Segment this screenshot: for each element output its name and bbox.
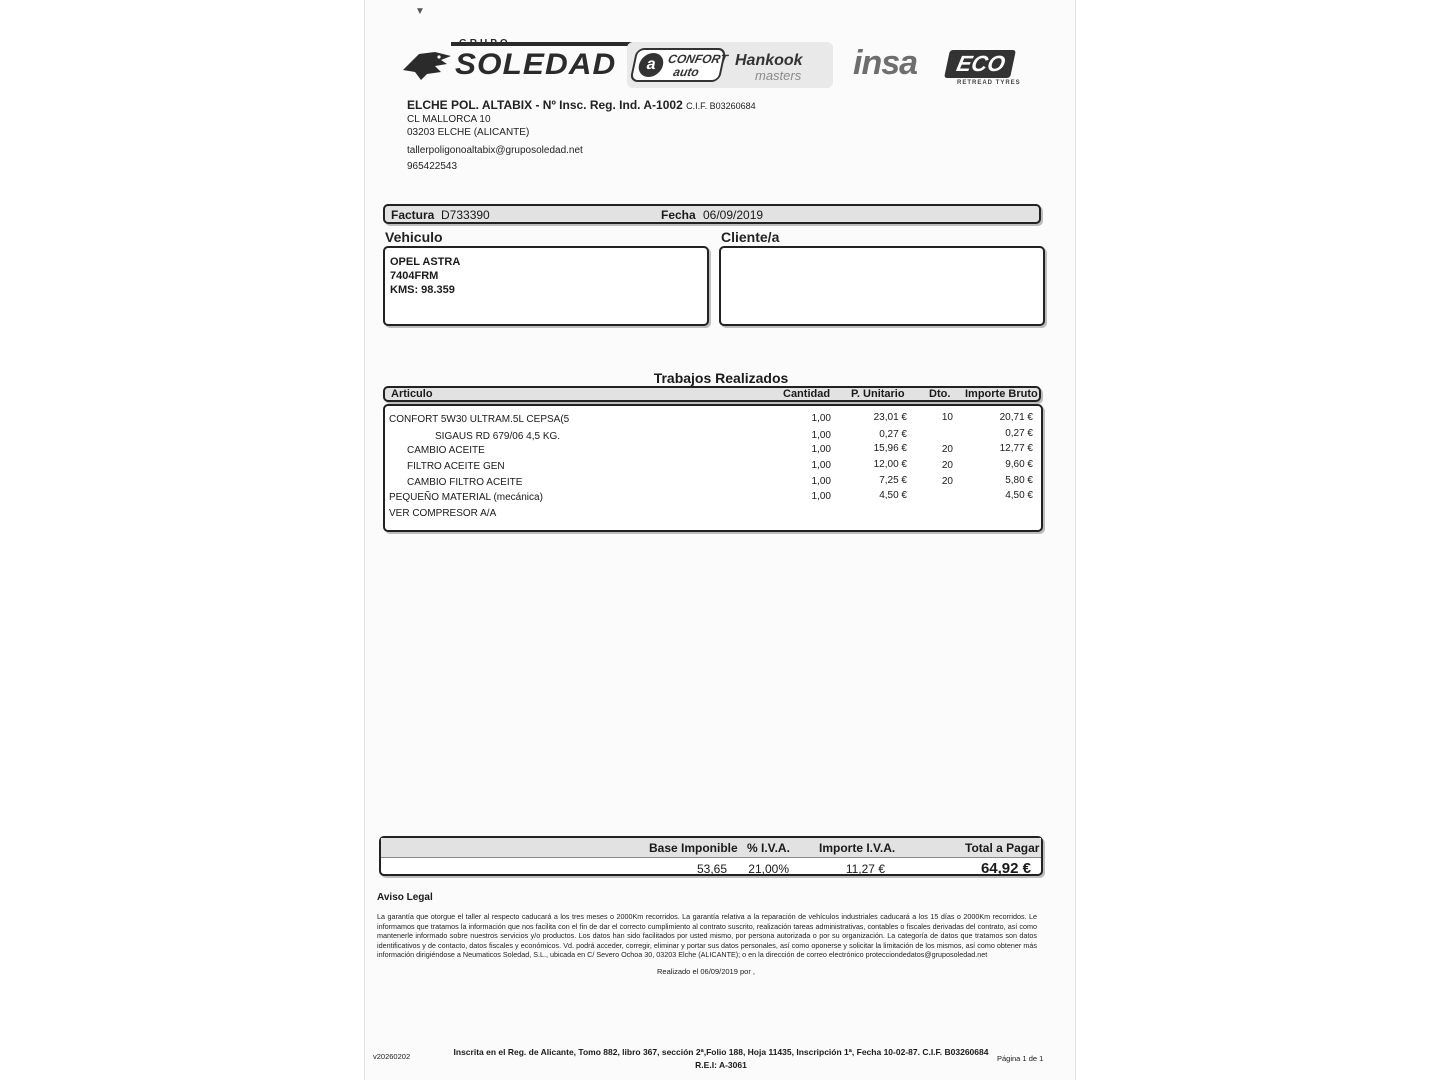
col-cantidad: Cantidad — [783, 388, 831, 400]
logo-group-label: GRUPO — [459, 38, 511, 49]
company-cif: C.I.F. B03260684 — [686, 101, 756, 111]
factura-label: Factura — [391, 208, 435, 222]
item-total: 12,77 € — [999, 443, 1033, 454]
item-total: 5,80 € — [1005, 475, 1033, 486]
item-desc: CAMBIO FILTRO ACEITE — [407, 477, 523, 488]
item-discount: 20 — [941, 476, 953, 487]
confort-badge — [629, 48, 729, 82]
fecha-value: 06/09/2019 — [703, 208, 764, 222]
corner-mark-icon: ▼ — [415, 6, 425, 17]
fecha-label: Fecha — [661, 208, 696, 222]
item-unit-price: 4,50 € — [879, 490, 907, 501]
item-unit-price: 23,01 € — [873, 412, 907, 423]
realizado-line: Realizado el 06/09/2019 por , — [657, 967, 755, 976]
item-unit-price: 15,96 € — [873, 443, 907, 454]
client-title: Cliente/a — [721, 229, 780, 245]
masters-label: masters — [755, 68, 802, 83]
works-header-bar — [383, 386, 1041, 402]
page-number: Página 1 de 1 — [997, 1054, 1044, 1063]
item-qty: 1,00 — [811, 460, 831, 471]
col-p-unitario: P. Unitario — [851, 388, 905, 400]
retread-label: RETREAD TYRES — [957, 80, 1021, 86]
item-qty: 1,00 — [811, 491, 831, 502]
item-discount: 20 — [941, 444, 953, 455]
item-unit-price: 12,00 € — [873, 459, 907, 470]
vehicle-model: OPEL ASTRA — [390, 256, 461, 268]
company-line-text: ELCHE POL. ALTABIX - Nº Insc. Reg. Ind. A-1002 — [407, 98, 683, 112]
invoice-page — [364, 0, 1076, 1080]
item-desc: SIGAUS RD 679/06 4,5 KG. — [435, 431, 561, 442]
eagle-icon — [401, 50, 453, 82]
item-discount: 20 — [941, 460, 953, 471]
client-box — [719, 246, 1045, 326]
registry-line2: R.E.I: A-3061 — [695, 1060, 747, 1070]
item-unit-price: 7,25 € — [879, 475, 907, 486]
col-dto: Dto. — [929, 388, 951, 400]
hankook-label: Hankook — [735, 52, 803, 69]
totals-box — [379, 836, 1043, 876]
eco-label: ECO — [954, 51, 1008, 76]
eco-badge — [944, 50, 1016, 78]
confort-a-icon: a — [636, 53, 665, 77]
col-importe-bruto: Importe Bruto — [965, 388, 1038, 400]
item-total: 20,71 € — [999, 412, 1033, 423]
item-total: 9,60 € — [1005, 459, 1033, 470]
item-total: 0,27 € — [1005, 428, 1033, 439]
item-desc: FILTRO ACEITE GEN — [407, 461, 505, 472]
item-total: 4,50 € — [1005, 490, 1033, 501]
registry-line1: Inscrita en el Reg. de Alicante, Tomo 882, libro 367, sección 2ª,Folio 188, Hoja 11435, Inscripción 1ª, Fecha 10-02-87. C.I.F. B03260684 — [453, 1047, 989, 1057]
base-imponible-value: 53,65 — [696, 862, 727, 876]
legal-title: Aviso Legal — [377, 892, 433, 903]
item-desc: VER COMPRESOR A/A — [389, 508, 497, 519]
company-address2: 03203 ELCHE (ALICANTE) — [407, 127, 530, 138]
iva-amount-value: 11,27 € — [845, 862, 885, 876]
insa-eco-logo — [853, 44, 1029, 92]
confort-hankook-logo — [627, 42, 833, 88]
company-address1: CL MALLORCA 10 — [407, 114, 491, 125]
iva-amount-label: Importe I.V.A. — [819, 841, 896, 855]
vehicle-title: Vehiculo — [385, 229, 443, 245]
item-desc: CAMBIO ACEITE — [407, 445, 485, 456]
works-items-box — [383, 404, 1043, 532]
item-qty: 1,00 — [811, 413, 831, 424]
vehicle-box — [383, 246, 709, 326]
iva-pct-value: 21,00% — [748, 862, 789, 876]
item-qty: 1,00 — [811, 444, 831, 455]
invoice-header-bar — [383, 204, 1041, 224]
total-label: Total a Pagar — [965, 841, 1040, 855]
factura-number: D733390 — [441, 208, 490, 222]
item-qty: 1,00 — [811, 476, 831, 487]
col-articulo: Articulo — [391, 388, 433, 400]
total-value: 64,92 € — [980, 860, 1031, 877]
company-email: tallerpoligonoaltabix@gruposoledad.net — [407, 145, 583, 156]
legal-text: La garantía que otorgue el taller al respecto caducará a los tres meses o 2000Km recorridos. La garantía relativa a la reparación de vehículos industriales caducará a los 15 días o 2000Km recorridos. Le informamos que tratamos la información que nos facilita con el fin de dar el correcto cumplimiento al contrato suscrito, realización tareas administrativas, contables o fiscales derivadas del contrato, así como mantenerle informado sobre nuestros servicios y/o productos. Los datos han sido facilitados por usted mismo, por persona autorizada o por su organización. La categoría de datos que tratamos son datos identificativos y de contacto, datos fiscales y económicos. Vd. podrá acceder, corregir, eliminar y portar sus datos personales, así como oponerse y solicitar la limitación de los mismos, así como obtener más información dirigiéndose a Neumaticos Soledad, S.L., ubicada en C/ Severo Ochoa 30, 03203 Elche (ALICANTE); o en la dirección de correo electrónico protecciondedatos@gruposoledad.net — [377, 912, 1037, 960]
item-desc: PEQUEÑO MATERIAL (mecánica) — [389, 492, 543, 503]
vehicle-plate: 7404FRM — [390, 270, 439, 282]
item-unit-price: 0,27 € — [879, 429, 907, 440]
vehicle-kms: KMS: 98.359 — [390, 284, 455, 296]
works-title: Trabajos Realizados — [653, 370, 789, 386]
version-label: v20260202 — [373, 1052, 411, 1061]
item-desc: CONFORT 5W30 ULTRAM.5L CEPSA(5 — [389, 414, 570, 425]
registry-info — [365, 1046, 1077, 1072]
auto-label: auto — [672, 65, 701, 79]
insa-label: insa — [853, 44, 918, 82]
base-imponible-label: Base Imponible — [649, 841, 738, 855]
company-registration — [407, 98, 756, 112]
iva-pct-label: % I.V.A. — [747, 841, 790, 855]
item-discount: 10 — [941, 412, 953, 423]
confort-label: CONFORT — [666, 52, 729, 66]
company-phone: 965422543 — [407, 161, 458, 172]
item-qty: 1,00 — [811, 430, 831, 441]
logo-brand-name: SOLEDAD — [455, 48, 617, 81]
totals-header — [381, 838, 1041, 858]
soledad-logo — [401, 38, 617, 88]
